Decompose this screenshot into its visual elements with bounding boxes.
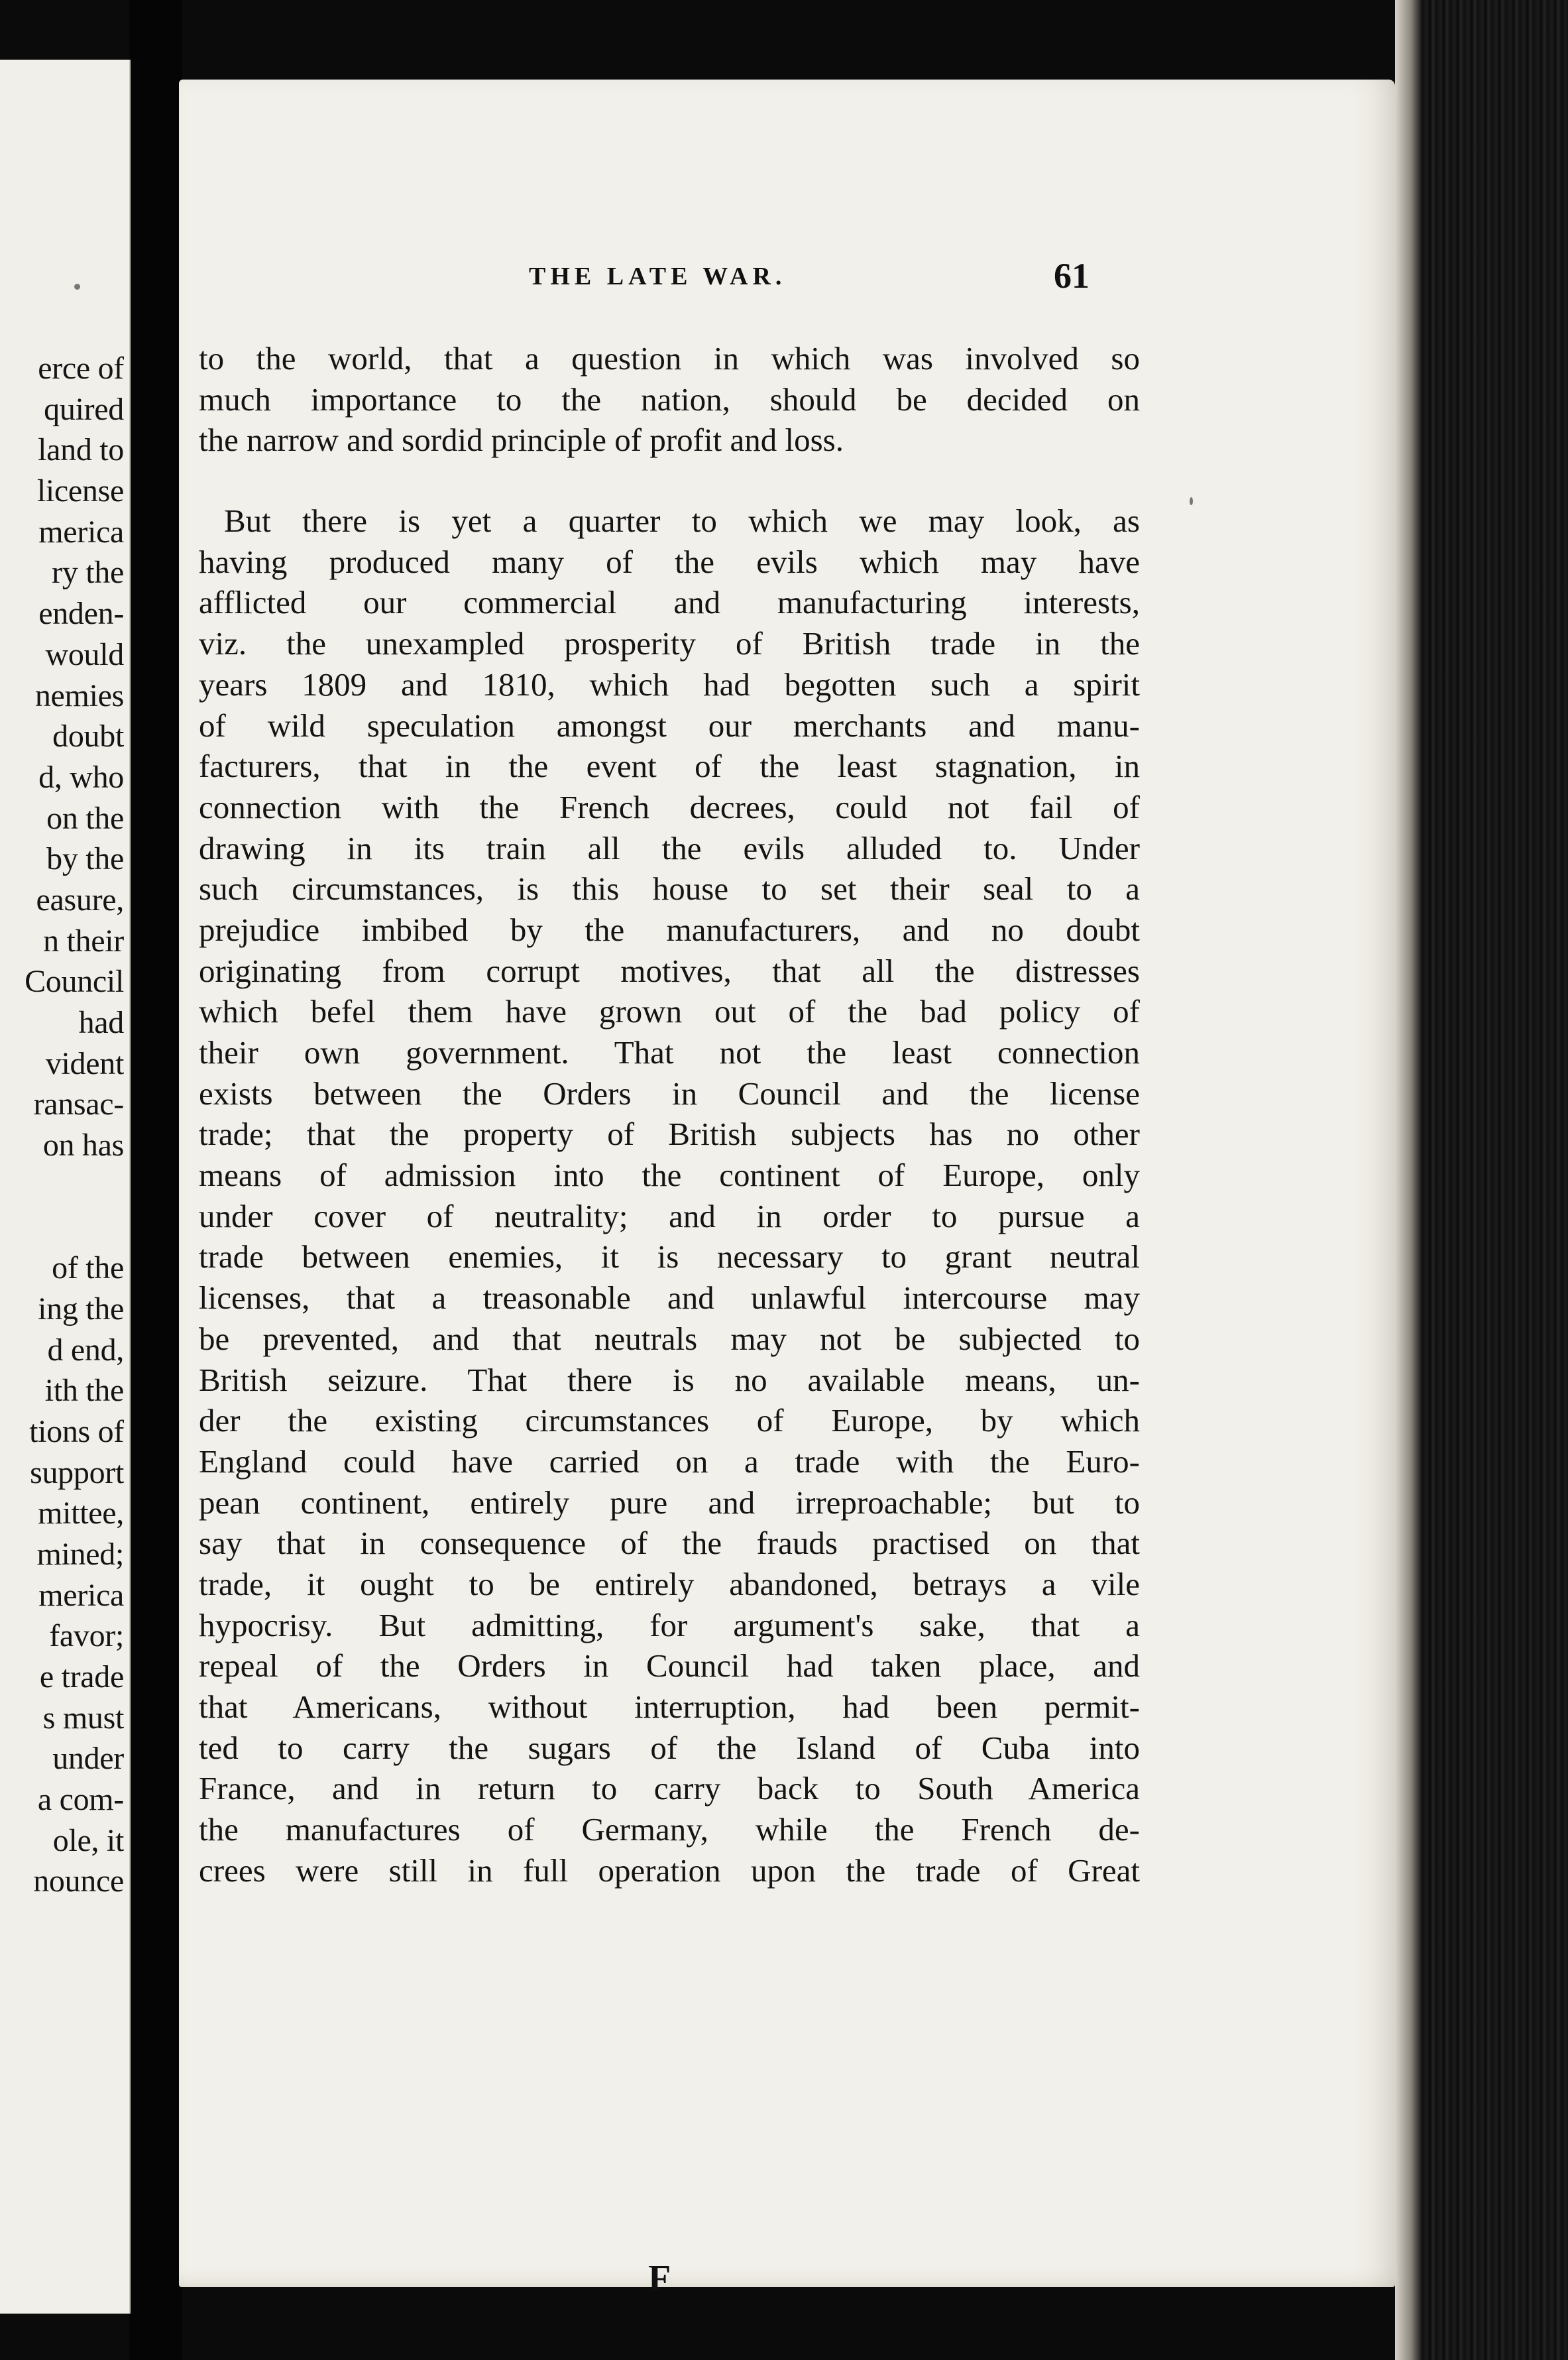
left-page-line: d, who — [38, 759, 124, 795]
left-page-text — [0, 348, 124, 1902]
left-page-line: ry the — [52, 555, 124, 591]
left-page-line: support — [30, 1454, 124, 1490]
body-text — [199, 338, 1140, 1891]
left-page-line: favor; — [49, 1618, 124, 1654]
text-line: the narrow and sordid principle of profit and loss. — [199, 422, 844, 459]
text-line: much importance to the nation, should be decided on — [199, 381, 1140, 418]
left-page-line: would — [45, 636, 124, 672]
text-line: means of admission into the continent of Europe, only — [199, 1157, 1140, 1194]
left-page-line: ing the — [38, 1291, 124, 1327]
paragraph-gap — [199, 461, 1140, 501]
left-page-line: nounce — [33, 1863, 124, 1899]
left-page-line: on has — [42, 1128, 124, 1163]
text-line: British seizure. That there is no available means, un- — [199, 1361, 1140, 1398]
text-line: of wild speculation amongst our merchants and manu- — [199, 707, 1140, 744]
text-line: hypocrisy. But admitting, for argument's sake, that a — [199, 1606, 1140, 1643]
left-page-line: had — [78, 1005, 124, 1040]
text-line: be prevented, and that neutrals may not be subjected to — [199, 1320, 1140, 1357]
text-line: France, and in return to carry back to South America — [199, 1770, 1140, 1807]
text-line: say that in consequence of the frauds practised on that — [199, 1525, 1140, 1562]
text-line: originating from corrupt motives, that all the distresses — [199, 952, 1140, 989]
text-line: connection with the French decrees, could not fail of — [199, 788, 1140, 825]
book-edge — [1395, 0, 1568, 2360]
text-line: to the world, that a question in which was involved so — [199, 340, 1140, 377]
left-page-line: by the — [46, 841, 124, 877]
text-line: England could have carried on a trade with the Euro- — [199, 1443, 1140, 1480]
left-page-line: a com- — [37, 1782, 124, 1818]
left-page-line: e trade — [39, 1659, 124, 1694]
left-page-line: land to — [38, 432, 124, 468]
text-line: viz. the unexampled prosperity of British trade in the — [199, 625, 1140, 662]
left-page-line: merica — [38, 514, 124, 550]
left-page-line: merica — [38, 1577, 124, 1613]
text-line: having produced many of the evils which may have — [199, 543, 1140, 580]
left-page-line — [0, 1207, 124, 1248]
left-page-line: erce of — [38, 351, 124, 386]
left-page-line: license — [36, 473, 124, 509]
text-line: trade, it ought to be entirely abandoned, betrays a vile — [199, 1565, 1140, 1602]
text-line: such circumstances, is this house to set their seal to a — [199, 870, 1140, 908]
left-page-line: d end, — [47, 1332, 124, 1368]
left-page-line: doubt — [52, 719, 124, 754]
left-page-line: Council — [25, 964, 124, 1000]
left-page — [0, 60, 131, 2314]
text-line: which befel them have grown out of the bad policy of — [199, 993, 1140, 1030]
text-line: years 1809 and 1810, which had begotten such a spirit — [199, 666, 1140, 703]
left-page-line: vident — [45, 1045, 124, 1081]
text-line: their own government. That not the least connection — [199, 1034, 1140, 1071]
text-line: under cover of neutrality; and in order to pursue a — [199, 1197, 1140, 1234]
text-line: the manufactures of Germany, while the French de- — [199, 1811, 1140, 1848]
text-line: pean continent, entirely pure and irreproachable; but to — [199, 1484, 1140, 1521]
left-page-line: easure, — [36, 882, 124, 917]
left-page-line: of the — [52, 1250, 124, 1286]
left-page-line: ith the — [44, 1373, 124, 1409]
text-line: trade between enemies, it is necessary to grant neutral — [199, 1238, 1140, 1275]
text-line: facturers, that in the event of the least stagnation, in — [199, 748, 1140, 785]
text-line: exists between the Orders in Council and the license — [199, 1075, 1140, 1112]
text-line: that Americans, without interruption, had been permit- — [199, 1688, 1140, 1725]
text-line: der the existing circumstances of Europe, by which — [199, 1402, 1140, 1439]
text-line: crees were still in full operation upon the trade of Great — [199, 1852, 1140, 1889]
paragraph — [199, 338, 1140, 461]
text-line: afflicted our commercial and manufacturing interests, — [199, 584, 1140, 621]
left-page-line: ole, it — [52, 1822, 124, 1858]
signature-mark: F — [648, 2258, 671, 2299]
text-line: licenses, that a treasonable and unlawful intercourse may — [199, 1279, 1140, 1317]
text-line: ted to carry the sugars of the Island of Cuba into — [199, 1729, 1140, 1766]
left-page-line: mittee, — [38, 1496, 124, 1531]
ink-speck — [1190, 497, 1193, 505]
text-line: prejudice imbibed by the manufacturers, and no doubt — [199, 911, 1140, 948]
ink-speck — [74, 284, 80, 290]
text-line: repeal of the Orders in Council had taken place, and — [199, 1647, 1140, 1684]
left-page-line: nemies — [34, 678, 124, 713]
page-edge-shadow — [1395, 0, 1422, 2360]
left-page-line: mined; — [36, 1536, 124, 1572]
left-page-line: on the — [46, 800, 124, 836]
left-page-line: s must — [42, 1700, 124, 1736]
left-page-line — [0, 1166, 124, 1207]
left-page-line: ransac- — [33, 1087, 124, 1122]
left-page-line: n their — [43, 923, 124, 959]
left-page-line: tions of — [29, 1413, 124, 1449]
running-head: THE LATE WAR. — [529, 263, 787, 290]
paragraph — [199, 501, 1140, 1891]
book-gutter — [129, 0, 182, 2360]
page-number: 61 — [1054, 256, 1090, 296]
text-line: drawing in its train all the evils alluded to. Under — [199, 829, 1140, 866]
text-line: But there is yet a quarter to which we may look, as — [224, 502, 1140, 540]
left-page-line: under — [52, 1741, 124, 1777]
text-line: trade; that the property of British subjects has no other — [199, 1116, 1140, 1153]
left-page-line: enden- — [38, 596, 124, 632]
left-page-line: quired — [44, 391, 124, 427]
